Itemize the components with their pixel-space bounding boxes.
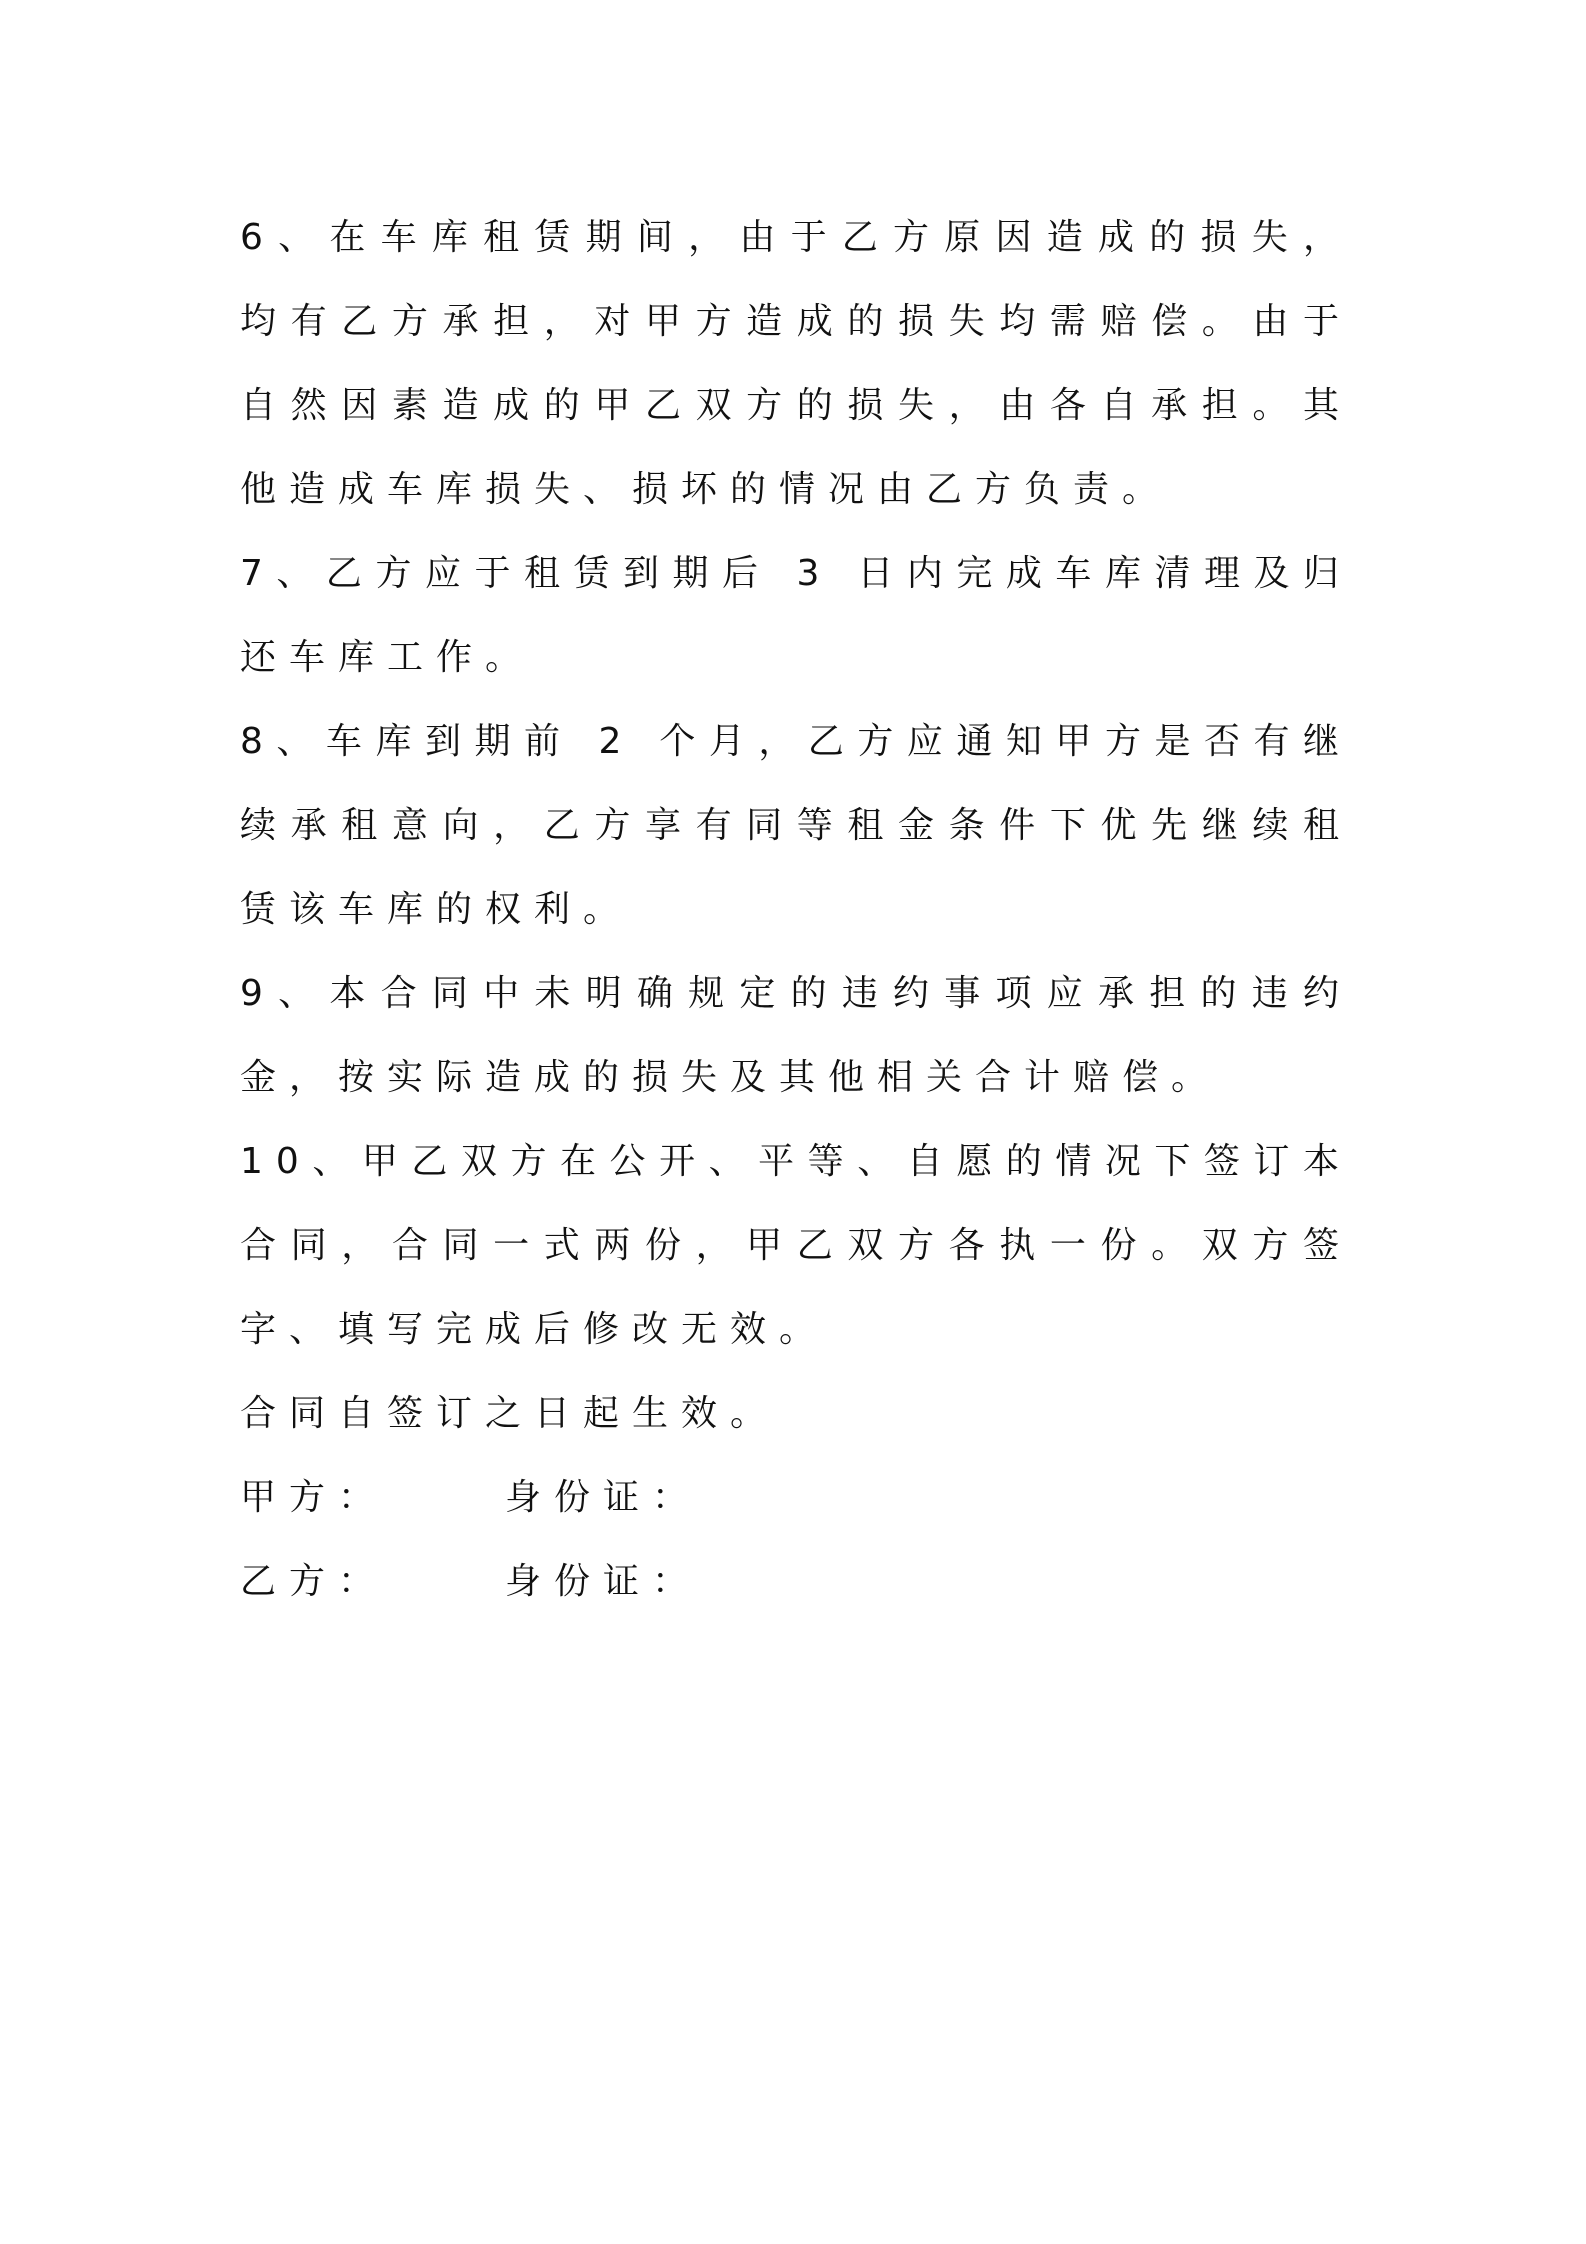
party-a-label: 甲方： (240, 1477, 388, 1518)
contract-body (240, 196, 1352, 1624)
clause-6: 6、在车库租赁期间，由于乙方原因造成的损失，均有乙方承担，对甲方造成的损失均需赔偿。由于自然因素造成的甲乙双方的损失，由各自承担。其他造成车库损失、损坏的情况由乙方负责。 (240, 217, 1352, 510)
party-b-signature-row (240, 1540, 1352, 1624)
party-b-id-label: 身份证： (505, 1561, 702, 1602)
clause-7: 7、乙方应于租赁到期后 3 日内完成车库清理及归还车库工作。 (240, 553, 1352, 678)
party-a-id-label: 身份证： (505, 1477, 702, 1518)
party-a-signature-row (240, 1456, 1352, 1540)
effective-date-note: 合同自签订之日起生效。 (240, 1393, 780, 1434)
clause-10: 10、甲乙双方在公开、平等、自愿的情况下签订本合同，合同一式两份，甲乙双方各执一份。双方签字、填写完成后修改无效。 (240, 1141, 1352, 1350)
party-b-label: 乙方： (240, 1561, 388, 1602)
clause-9: 9、本合同中未明确规定的违约事项应承担的违约金，按实际造成的损失及其他相关合计赔偿。 (240, 973, 1352, 1098)
clause-8: 8、车库到期前 2 个月，乙方应通知甲方是否有继续承租意向，乙方享有同等租金条件下优先继续租赁该车库的权利。 (240, 721, 1352, 930)
